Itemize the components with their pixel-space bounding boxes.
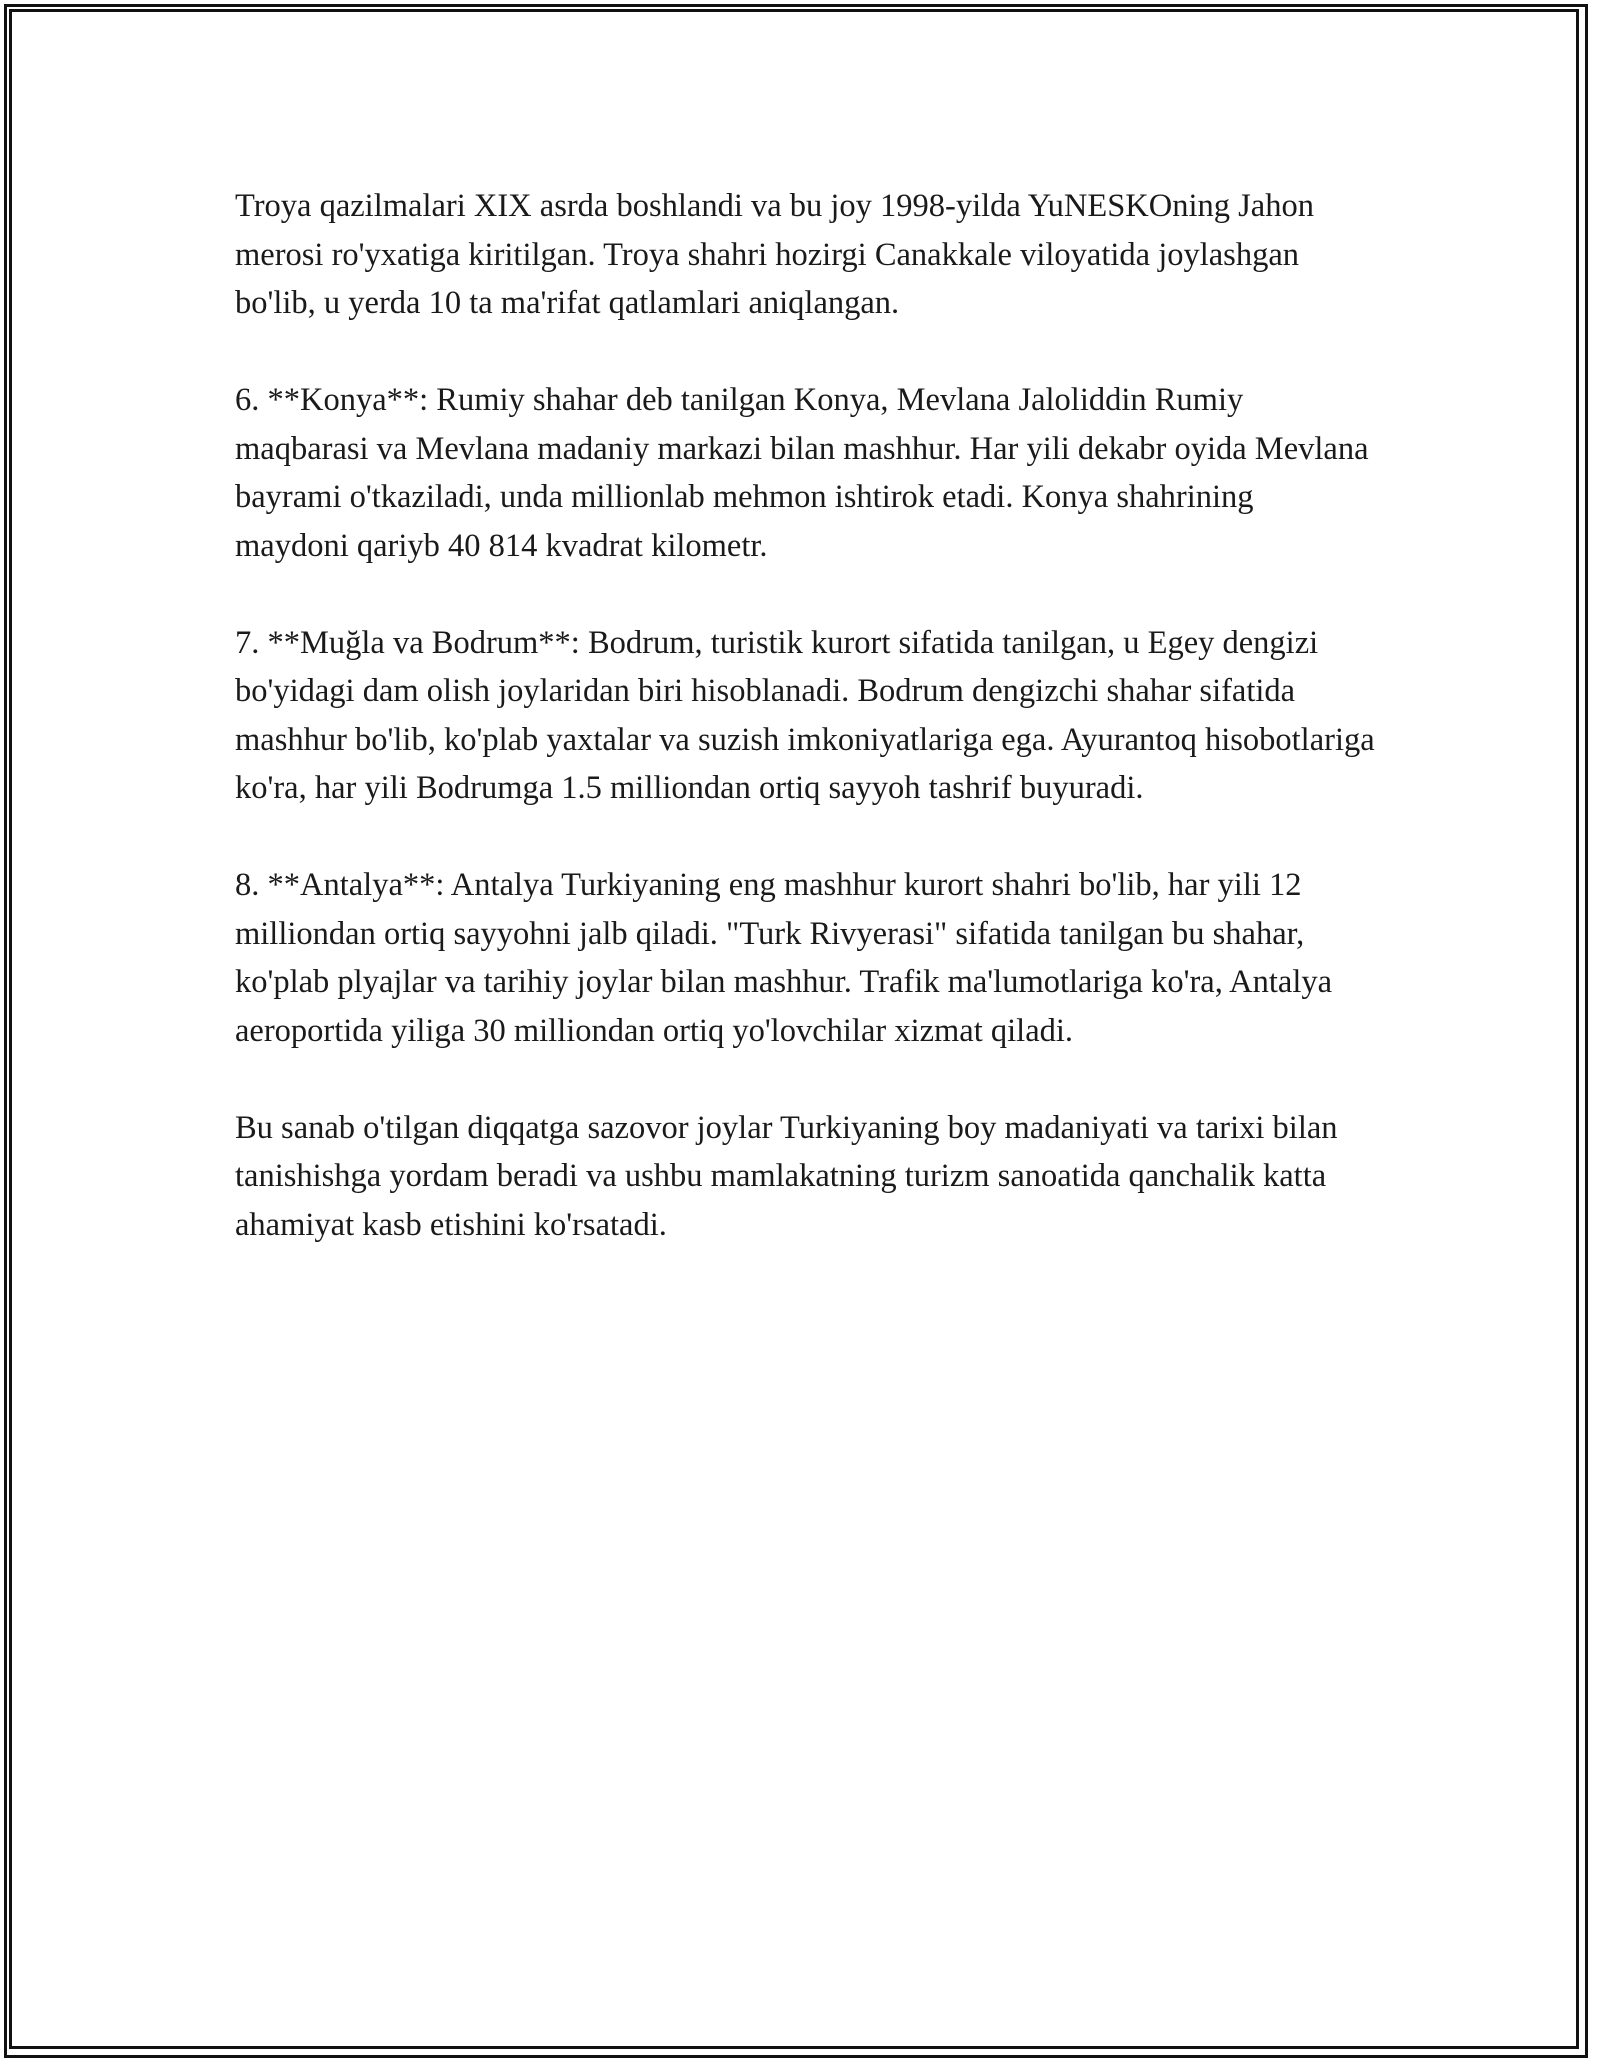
- paragraph-mugla-bodrum: 7. **Muğla va Bodrum**: Bodrum, turistik kurort sifatida tanilgan, u Egey dengizi bo'yidagi dam olish joylaridan biri hisoblanadi. Bodrum dengizchi shahar sifatida mashhur bo'lib, ko'plab yaxtalar va suzish imkoniyatlariga ega. Ayurantoq hisobotlariga ko'ra, har yili Bodrumga 1.5 milliondan ortiq sayyoh tashrif buyuradi.: [235, 624, 1375, 806]
- paragraph-troya: Troya qazilmalari XIX asrda boshlandi va bu joy 1998-yilda YuNESKOning Jahon merosi ro'yxatiga kiritilgan. Troya shahri hozirgi Canakkale viloyatida joylashgan bo'lib, u yerda 10 ta ma'rifat qatlamlari aniqlangan.: [235, 188, 1314, 321]
- paragraph-conclusion: Bu sanab o'tilgan diqqatga sazovor joylar Turkiyaning boy madaniyati va tarixi bilan tanishishga yordam beradi va ushbu mamlakatning turizm sanoatida qanchalik katta ahamiyat kasb etishini ko'rsatadi.: [235, 1109, 1338, 1243]
- document-body: [235, 182, 1375, 1298]
- paragraph-konya: 6. **Konya**: Rumiy shahar deb tanilgan Konya, Mevlana Jaloliddin Rumiy maqbarasi va Mevlana madaniy markazi bilan mashhur. Har yili dekabr oyida Mevlana bayrami o'tkaziladi, unda millionlab mehmon ishtirok etadi. Konya shahrining maydoni qariyb 40 814 kvadrat kilometr.: [235, 382, 1369, 564]
- paragraph-antalya: 8. **Antalya**: Antalya Turkiyaning eng mashhur kurort shahri bo'lib, har yili 12 milliondan ortiq sayyohni jalb qiladi. "Turk Rivyerasi" sifatida tanilgan bu shahar, ko'plab plyajlar va tarihiy joylar bilan mashhur. Trafik ma'lumotlariga ko'ra, Antalya aeroportida yiliga 30 milliondan ortiq yo'lovchilar xizmat qiladi.: [235, 867, 1333, 1049]
